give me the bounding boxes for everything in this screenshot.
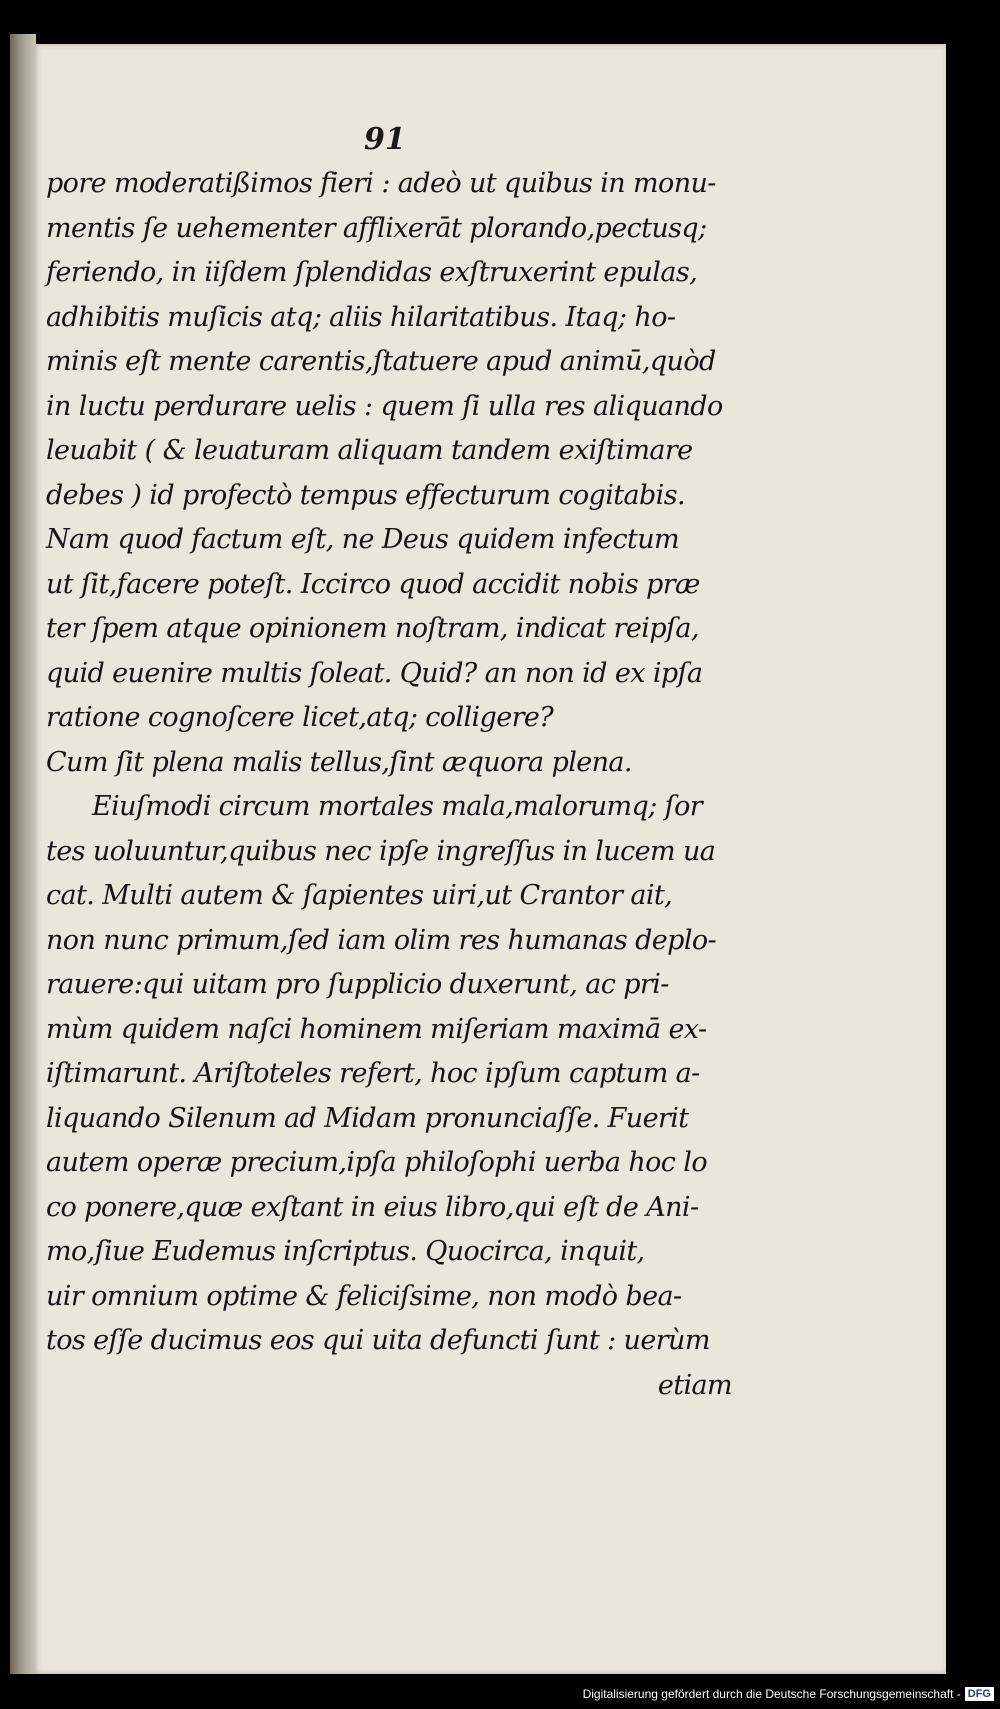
text-line: debes ) id profectò tempus effecturum cogitabis. [46,479,685,511]
verse-line: Cum ſit plena malis tellus,ſint æquora plena. [46,746,632,778]
text-line: in luctu perdurare uelis : quem ſi ulla res aliquando [46,390,723,422]
text-line: cat. Multi autem & ſapientes uiri,ut Crantor ait, [46,880,673,911]
text-line: feriendo, in iiſdem ſplendidas exſtruxerint epulas, [46,257,698,288]
text-line: quid euenire multis ſoleat. Quid? an non id ex ipſa [46,657,703,689]
text-line: uir omnium optime & feliciſsime, non modò bea- [46,1280,682,1312]
text-line: Nam quod factum eſt, ne Deus quidem infectum [46,524,680,555]
page-number: 91 [364,122,406,157]
text-line: iſtimarunt. Ariſtoteles refert, hoc ipſum captum a- [46,1058,700,1089]
page-text [46,162,736,1408]
text-line: pore moderatißimos fieri : adeò ut quibus in monu- [46,168,716,199]
page-edge [10,34,36,1674]
digitization-credit [583,1685,994,1703]
text-line: autem operæ precium,ipſa philoſophi uerba hoc lo [46,1147,707,1178]
text-line: leuabit ( & leuaturam aliquam tandem exiſtimare [46,435,693,466]
text-line: adhibitis muſicis atq; aliis hilaritatibus. Itaq; ho- [46,301,676,333]
text-line: liquando Silenum ad Midam pronunciaſſe. Fuerit [46,1102,689,1134]
text-line: co ponere,quæ exſtant in eius libro,qui eſt de Ani- [46,1191,699,1223]
text-line: ratione cognoſcere licet,atq; colligere? [46,702,554,733]
text-line: rauere:qui uitam pro ſupplicio duxerunt, ac pri- [46,969,669,1000]
text-line: mùm quidem naſci hominem miſeriam maximā ex- [46,1013,707,1045]
text-line: ut ſit,facere poteſt. Iccirco quod accidit nobis præ [46,568,700,600]
text-line: ter ſpem atque opinionem noſtram, indicat reipſa, [46,613,699,644]
text-line: mo,ſiue Eudemus inſcriptus. Quocirca, inquit, [46,1236,645,1267]
dfg-logo: DFG [965,1687,994,1701]
credit-text: Digitalisierung gefördert durch die Deutsche Forschungsgemeinschaft - [582,1687,961,1701]
text-line: tos eſſe ducimus eos qui uita defuncti ſunt : uerùm [46,1325,710,1356]
text-line: tes uoluuntur,quibus nec ipſe ingreſſus in lucem ua [46,835,716,867]
text-line: mentis ſe uehementer afflixerāt plorando,pectusq; [46,212,707,244]
book-page [34,44,946,1674]
catchword: etiam [657,1369,732,1401]
paragraph-start-line: Eiuſmodi circum mortales mala,malorumq; ſor [92,791,703,822]
text-line: non nunc primum,ſed iam olim res humanas deplo- [46,924,717,956]
text-line: minis eſt mente carentis,ſtatuere apud animū,quòd [46,346,716,377]
